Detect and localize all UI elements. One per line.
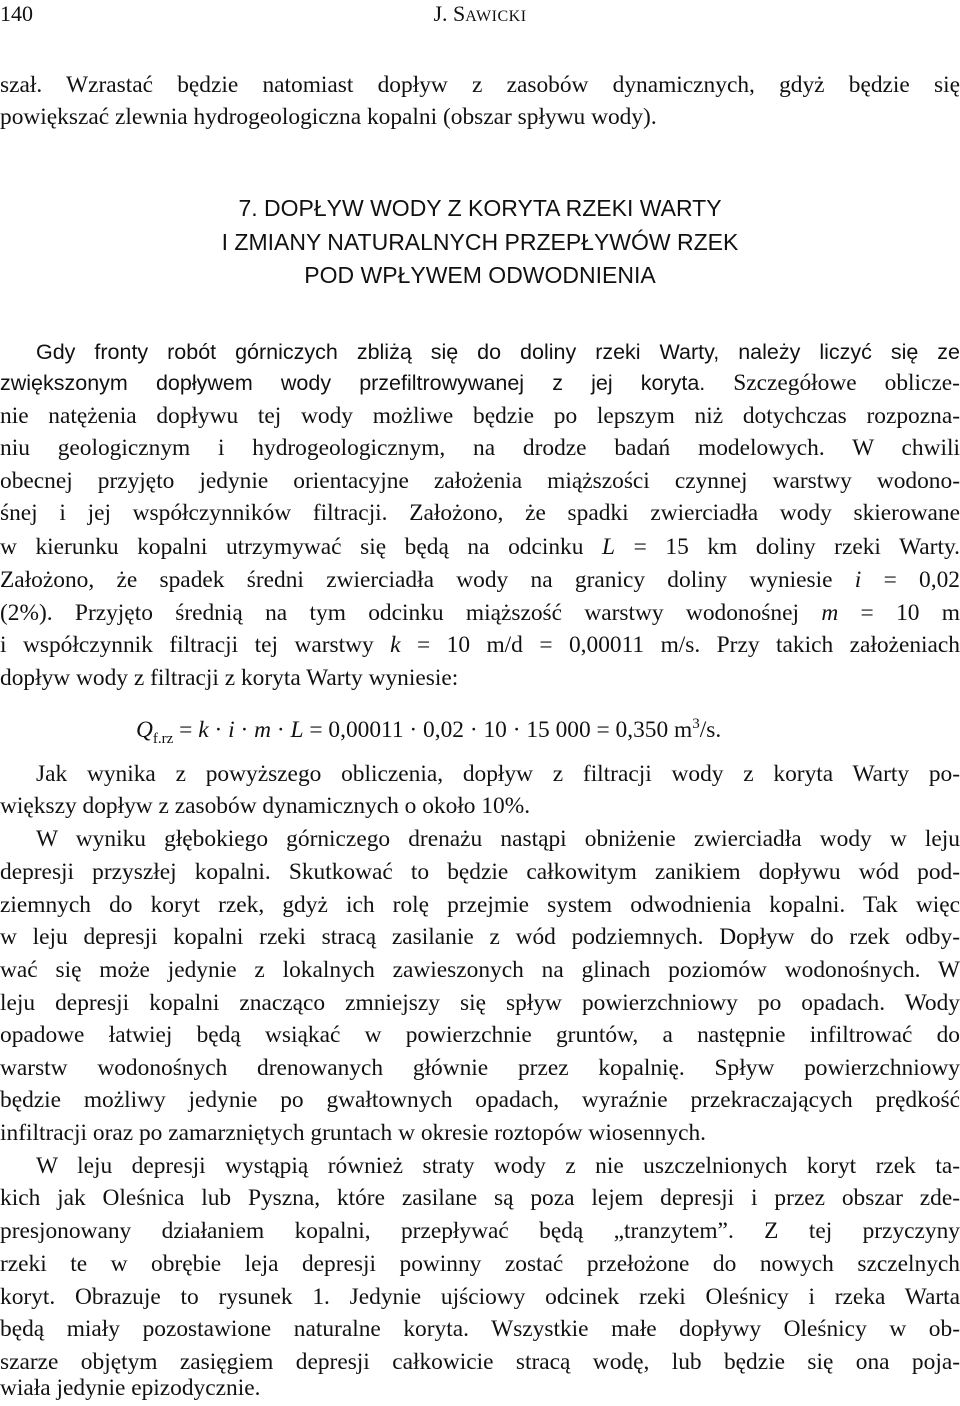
formula-unit: /s. (699, 717, 722, 743)
text-line: koryt. Obrazuje to rysunek 1. Jedynie ujściowy odcinek rzeki Oleśnicy i rzeka Warta (0, 1284, 960, 1310)
text-line (0, 629, 960, 661)
formula-dot: · (208, 717, 229, 743)
text-span: = 10 m (838, 600, 960, 626)
text-line: rzeki te w obrębie leja depresji powinny zostać przełożone do nowych szczelnych (0, 1251, 960, 1277)
text-line: wać się może jedynie z lokalnych zawieszonych na glinach poziomów wodonośnych. W (0, 957, 960, 983)
text-line: śnej i jej współczynników filtracji. Założono, że spadki zwierciadła wody skierowane (0, 500, 960, 526)
text-line: presjonowany działaniem kopalni, przepływać będą „tranzytem”. Z tej przyczyny (0, 1218, 960, 1244)
section-heading-line: POD WPŁYWEM ODWODNIENIA (304, 262, 656, 288)
text-line: leju depresji kopalni znacząco zmniejszy się spływ powierzchniowy po opadach. Wody (0, 990, 960, 1016)
text-line: niu geologicznym i hydrogeologicznym, na drodze badań modelowych. W chwili (0, 435, 960, 461)
text-span: = 0,02 (861, 567, 960, 593)
text-line: depresji przyszłej kopalni. Skutkować to będzie całkowitym zanikiem dopływu wód pod- (0, 859, 960, 885)
running-head-author (0, 1, 960, 27)
running-header (0, 0, 960, 30)
text-line: ziemnych do koryt rzek, gdyż ich rolę przejmie system odwodnienia kopalni. Tak więc (0, 892, 960, 918)
text-line (0, 531, 960, 563)
variable-m: m (821, 600, 839, 626)
text-line: szarze objętym zasięgiem depresji całkowicie stracą wodę, lub będzie się ona poja- (0, 1349, 960, 1375)
text-line: warstw wodonośnych drenowanych głównie przez kopalnię. Spływ powierzchniowy (0, 1055, 960, 1081)
text-line: wiała jedynie epizodycznie. (0, 1375, 261, 1401)
text-line: większy dopływ z zasobów dynamicznych o około 10%. (0, 793, 531, 819)
text-line: obecnej przyjęto jedynie orientacyjne założenia miąższości czynnej warstwy wodono- (0, 468, 960, 494)
text-line: w leju depresji kopalni rzeki stracą zasilanie z wód podziemnych. Dopływ do rzek odby- (0, 924, 960, 950)
formula-i: i (228, 717, 235, 743)
author-name-smallcaps: AWICKI (465, 8, 527, 25)
formula-L: L (290, 717, 304, 743)
text-span: (2%). Przyjęto średnią na tym odcinku miąższość warstwy wodonośnej (0, 600, 822, 626)
formula-k: k (198, 717, 209, 743)
section-heading-line: 7. DOPŁYW WODY Z KORYTA RZEKI WARTY (238, 195, 722, 221)
formula-Q: Q (136, 717, 153, 743)
text-line: powiększać zlewnia hydrogeologiczna kopalni (obszar spływu wody). (0, 104, 657, 130)
text-span: = 15 km doliny rzeki Warty. (615, 534, 960, 560)
formula-equals: = (173, 717, 199, 743)
text-line: infiltracji oraz po zamarzniętych gruntach w okresie roztopów wiosennych. (0, 1120, 707, 1146)
text-line: Jak wynika z powyższego obliczenia, dopływ z filtracji wody z koryta Warty po- (36, 761, 960, 787)
text-line: kich jak Oleśnica lub Pyszna, które zasilane są poza lejem depresji i przez obszar zde- (0, 1185, 960, 1211)
formula-rhs: = 0,00011 · 0,02 · 10 · 15 000 = 0,350 m (303, 717, 693, 743)
text-line: nie natężenia dopływu tej wody możliwe będzie po lepszym niż dotychczas rozpozna- (0, 403, 960, 429)
text-line: szał. Wzrastać będzie natomiast dopływ z zasobów dynamicznych, gdyż będzie się (0, 72, 960, 98)
formula-dot: · (234, 717, 255, 743)
formula-m: m (254, 717, 271, 743)
text-line (0, 564, 960, 596)
text-line: będą miały pozostawione naturalne koryta. Wszystkie małe dopływy Oleśnicy w ob- (0, 1316, 960, 1342)
text-span: Szczegółowe oblicze- (733, 370, 960, 396)
text-line: dopływ wody z filtracji z koryta Warty wyniesie: (0, 665, 459, 691)
text-line: W leju depresji wystąpią również straty wody z nie uszczelnionych koryt rzek ta- (36, 1153, 960, 1179)
section-heading-line: I ZMIANY NATURALNYCH PRZEPŁYWÓW RZEK (221, 229, 739, 255)
author-initial: J. S (433, 1, 466, 26)
text-span: zwiększonym dopływem wody przefiltrowywanej z jej koryta. (0, 371, 706, 395)
formula-dot: · (271, 717, 291, 743)
variable-i: i (854, 567, 862, 593)
text-line: będzie możliwy jedynie po gwałtownych opadach, wyraźnie przekraczających prędkość (0, 1087, 960, 1113)
equation (136, 708, 721, 755)
text-span: w kierunku kopalni utrzymywać się będą na odcinku (0, 534, 603, 560)
formula-subscript: f.rz (152, 731, 174, 747)
text-line: Gdy fronty robót górniczych zbliżą się do doliny rzeki Warty, należy liczyć się ze (36, 340, 960, 364)
text-span: Założono, że spadek średni zwierciadła wody na granicy doliny wyniesie (0, 567, 855, 593)
text-span: i współczynnik filtracji tej warstwy (0, 632, 391, 658)
page-number: 140 (0, 1, 33, 26)
variable-k: k (390, 632, 401, 658)
text-line (0, 367, 960, 399)
text-line (0, 597, 960, 629)
text-line: W wyniku głębokiego górniczego drenażu nastąpi obniżenie zwierciadła wody w leju (36, 826, 960, 852)
variable-L: L (602, 534, 616, 560)
text-span: = 10 m/d = 0,00011 m/s. Przy takich założeniach (400, 632, 960, 658)
text-line: opadowe łatwiej będą wsiąkać w powierzchnie gruntów, a następnie infiltrować do (0, 1022, 960, 1048)
formula-superscript: 3 (692, 716, 700, 732)
